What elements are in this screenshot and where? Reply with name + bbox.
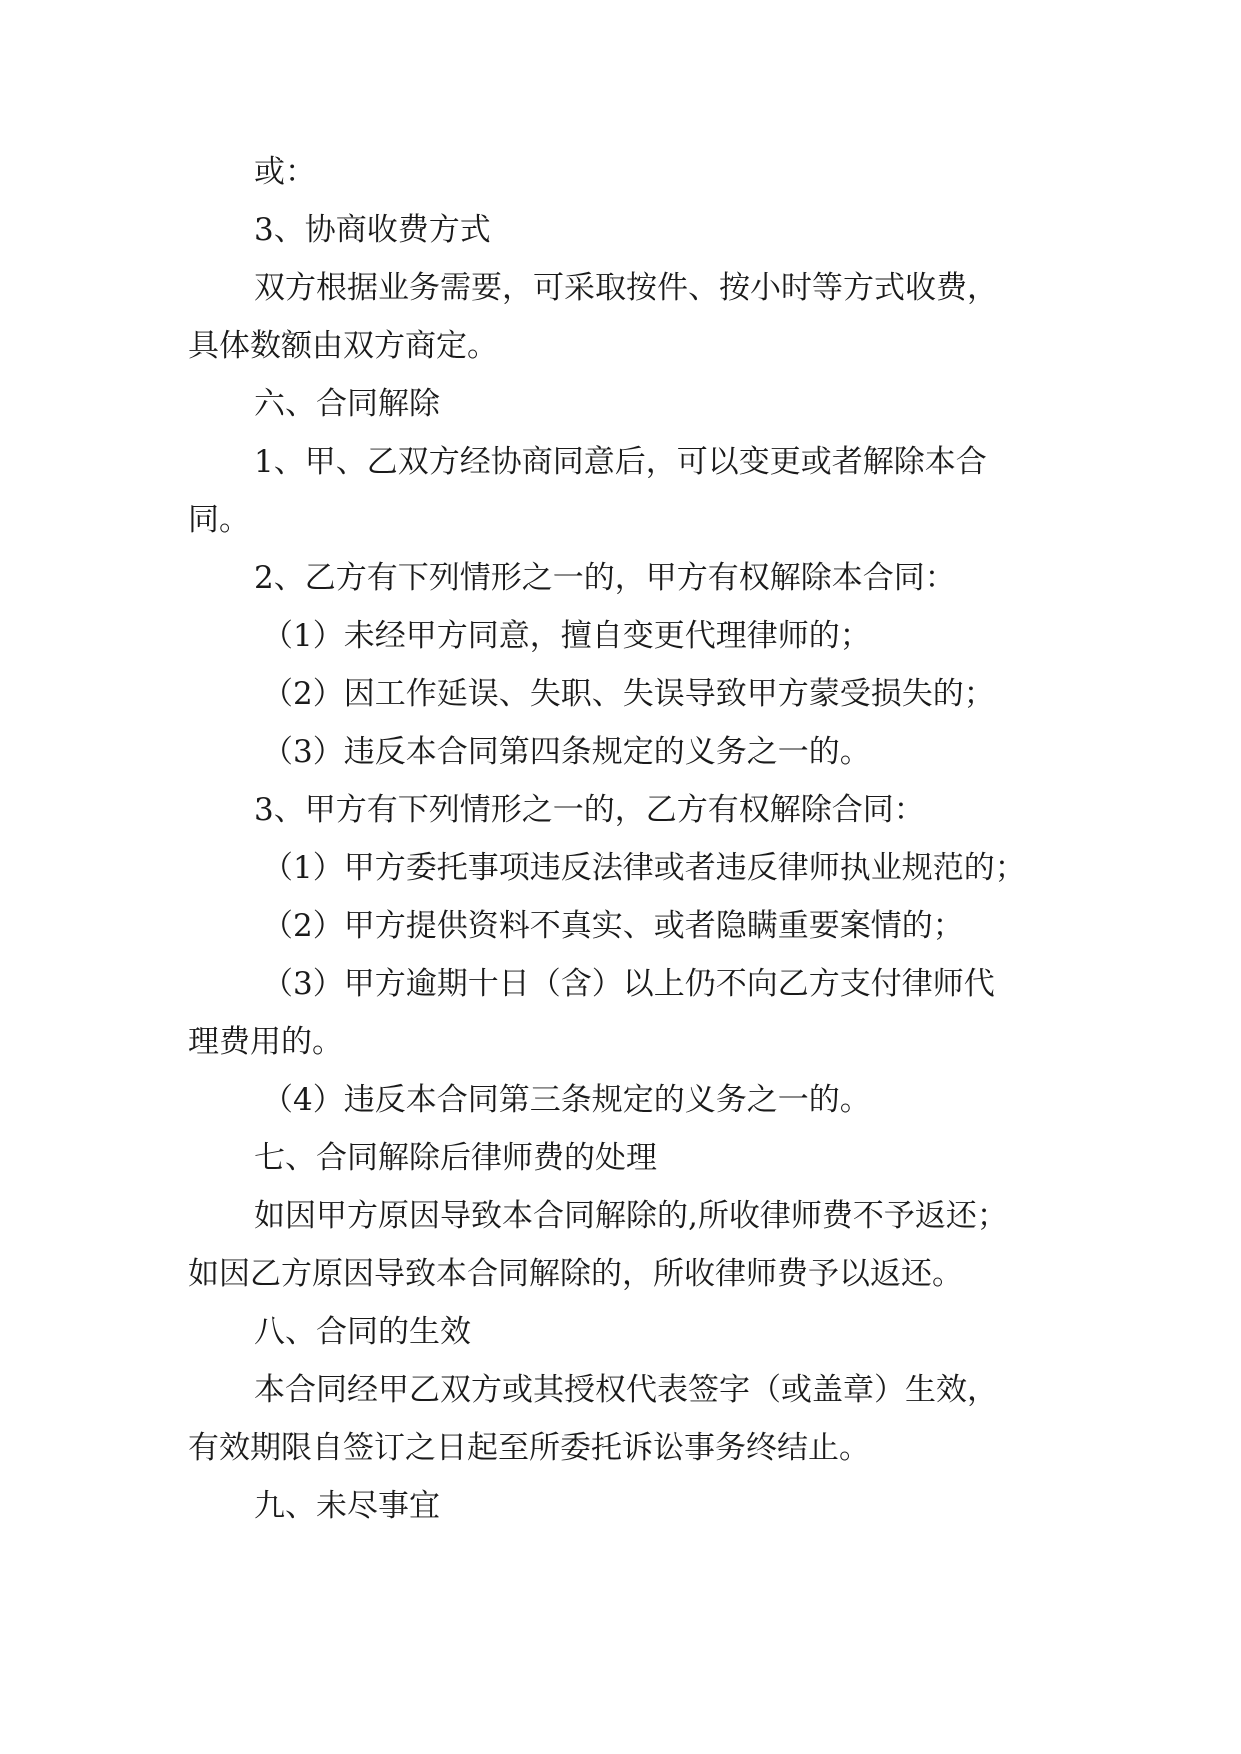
text-line: 有效期限自签订之日起至所委托诉讼事务终结止。 [188, 1430, 870, 1466]
list-item: （4）违反本合同第三条规定的义务之一的。 [262, 1082, 871, 1118]
text-line: 本合同经甲乙双方或其授权代表签字（或盖章）生效， [254, 1372, 998, 1408]
text-line: 3、甲方有下列情形之一的，乙方有权解除合同： [254, 792, 925, 828]
text-line: 2、乙方有下列情形之一的，甲方有权解除本合同： [254, 560, 956, 596]
section-heading: 九、未尽事宜 [254, 1488, 440, 1524]
text-line: 如因乙方原因导致本合同解除的，所收律师费予以返还。 [188, 1256, 963, 1292]
list-item: （2）甲方提供资料不真实、或者隐瞒重要案情的； [262, 908, 964, 944]
section-heading: 七、合同解除后律师费的处理 [254, 1140, 657, 1176]
text-line: 同。 [188, 502, 250, 538]
list-item: （2）因工作延误、失职、失误导致甲方蒙受损失的； [262, 676, 995, 712]
section-heading: 六、合同解除 [254, 386, 440, 422]
text-line: 或： [254, 154, 316, 190]
list-item: （3）甲方逾期十日（含）以上仍不向乙方支付律师代 [262, 966, 995, 1002]
text-line: 具体数额由双方商定。 [188, 328, 498, 364]
section-heading: 3、协商收费方式 [254, 212, 491, 248]
text-line: 理费用的。 [188, 1024, 343, 1060]
list-item: （1）未经甲方同意，擅自变更代理律师的； [262, 618, 871, 654]
list-item: （1）甲方委托事项违反法律或者违反律师执业规范的； [262, 850, 1026, 886]
section-heading: 八、合同的生效 [254, 1314, 471, 1350]
text-line: 1、甲、乙双方经协商同意后，可以变更或者解除本合 [254, 444, 987, 480]
text-line: 双方根据业务需要，可采取按件、按小时等方式收费， [254, 270, 998, 306]
list-item: （3）违反本合同第四条规定的义务之一的。 [262, 734, 871, 770]
text-line: 如因甲方原因导致本合同解除的,所收律师费不予返还； [254, 1198, 1008, 1234]
